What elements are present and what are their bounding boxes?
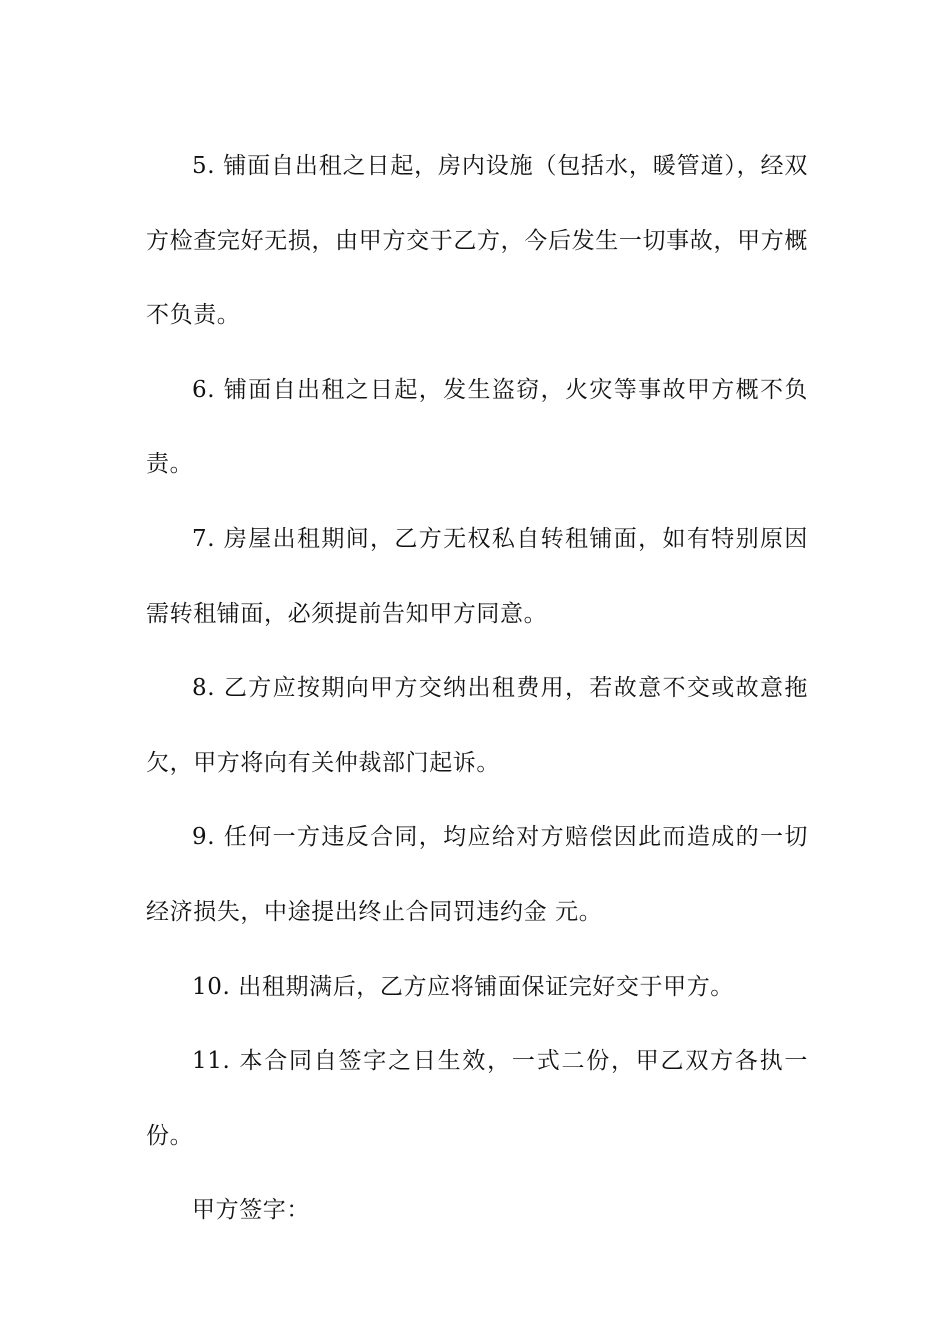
- clause-9: 9. 任何一方违反合同，均应给对方赔偿因此而造成的一切经济损失，中途提出终止合同罚违约金 元。: [146, 824, 808, 925]
- party-a-signature-label: 甲方签字：: [192, 1197, 310, 1224]
- clause-10: 10. 出租期满后，乙方应将铺面保证完好交于甲方。: [192, 973, 734, 1000]
- clause-5: 5. 铺面自出租之日起，房内设施（包括水，暖管道），经双方检查完好无损，由甲方交于乙方，今后发生一切事故，甲方概不负责。: [146, 153, 808, 329]
- contract-body: [146, 129, 808, 1248]
- clause-7: 7. 房屋出租期间，乙方无权私自转租铺面，如有特别原因需转租铺面，必须提前告知甲方同意。: [146, 525, 808, 627]
- clause-8: 8. 乙方应按期向甲方交纳出租费用，若故意不交或故意拖欠，甲方将向有关仲裁部门起诉。: [146, 675, 808, 776]
- clause-11: 11. 本合同自签字之日生效，一式二份，甲乙双方各执一份。: [146, 1048, 808, 1149]
- clause-6: 6. 铺面自出租之日起，发生盗窃，火灾等事故甲方概不负责。: [146, 376, 808, 478]
